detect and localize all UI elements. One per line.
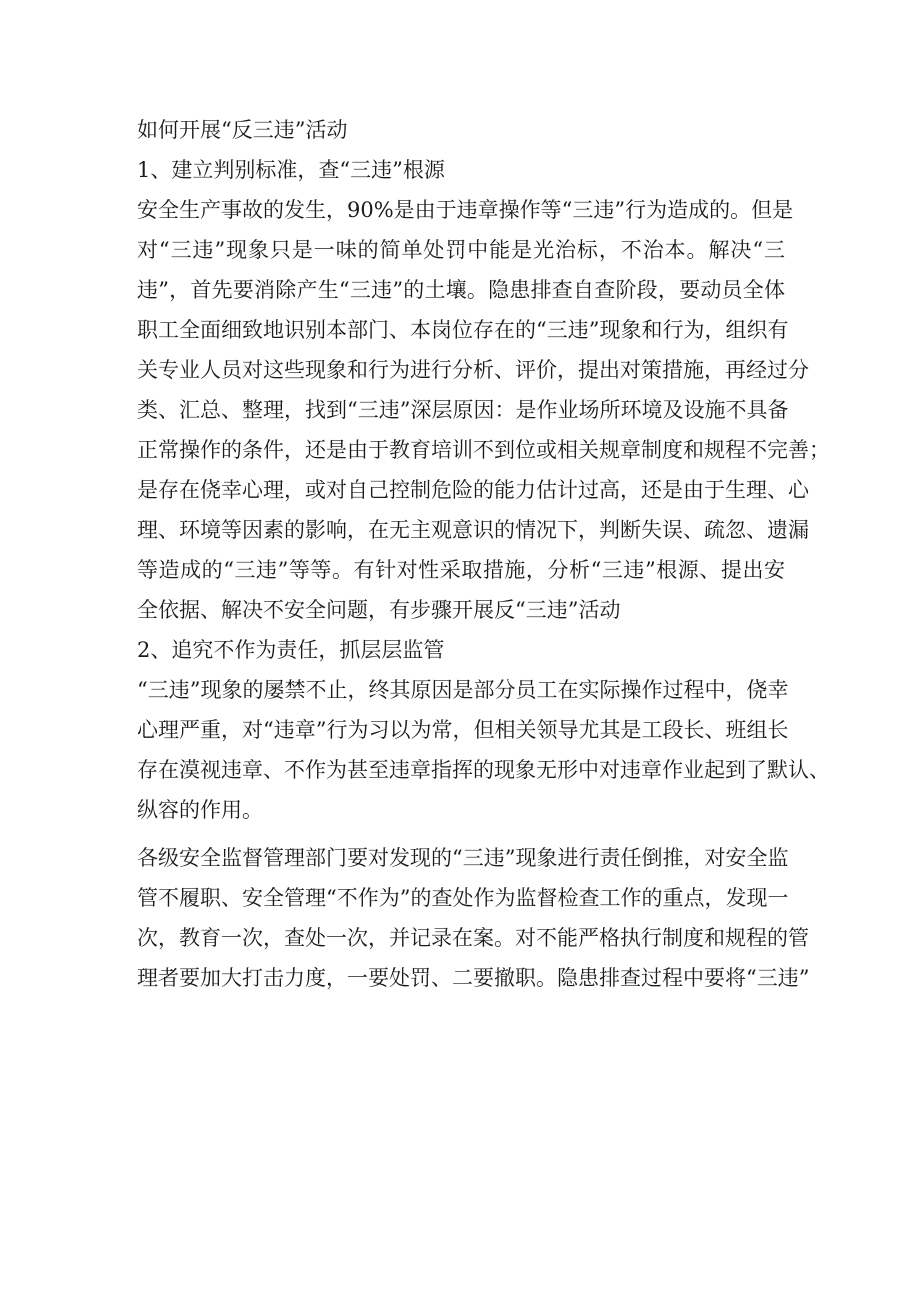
paragraph-line: 各级安全监督管理部门要对发现的“三违”现象进行责任倒推，对安全监: [137, 846, 789, 870]
paragraph-line: 安全生产事故的发生，90%是由于违章操作等“三违”行为造成的。但是: [137, 198, 794, 222]
section-2-paragraph-1: [137, 670, 830, 830]
document-body: [137, 110, 830, 998]
document-title: 如何开展“反三违”活动: [137, 118, 348, 142]
section-2-paragraph-2: [137, 838, 810, 998]
paragraph-line: 全依据、解决不安全问题，有步骤开展反“三违”活动: [137, 598, 621, 622]
paragraph-line: 类、汇总、整理，找到“三违”深层原因：是作业场所环境及设施不具备: [137, 398, 789, 422]
paragraph-line: 理、环境等因素的影响，在无主观意识的情况下，判断失误、疏忽、遗漏: [137, 518, 809, 542]
paragraph-line: 次，教育一次，查处一次，并记录在案。对不能严格执行制度和规程的管: [137, 926, 809, 950]
paragraph-line: 心理严重，对“违章”行为习以为常，但相关领导尤其是工段长、班组长: [137, 718, 789, 742]
paragraph-line: 纵容的作用。: [137, 798, 263, 822]
paragraph-line: “三违”现象的屡禁不止，终其原因是部分员工在实际操作过程中，侥幸: [137, 678, 789, 702]
paragraph-gap: [137, 830, 785, 838]
paragraph-line: 职工全面细致地识别本部门、本岗位存在的“三违”现象和行为，组织有: [137, 318, 789, 342]
section-2-heading: 2、追究不作为责任，抓层层监管: [137, 638, 445, 662]
section-1-heading: 1、建立判别标准，查“三违”根源: [137, 158, 445, 182]
paragraph-line: 是存在侥幸心理，或对自己控制危险的能力估计过高，还是由于生理、心: [137, 478, 809, 502]
paragraph-line: 管不履职、安全管理“不作为”的查处作为监督检查工作的重点，发现一: [137, 886, 789, 910]
paragraph-line: 违”，首先要消除产生“三违”的土壤。隐患排查自查阶段，要动员全体: [137, 278, 785, 302]
paragraph-line: 理者要加大打击力度，一要处罚、二要撤职。隐患排查过程中要将“三违”: [137, 966, 810, 990]
paragraph-line: 关专业人员对这些现象和行为进行分析、评价，提出对策措施，再经过分: [137, 358, 809, 382]
paragraph-line: 等造成的“三违”等等。有针对性采取措施，分析“三违”根源、提出安: [137, 558, 785, 582]
section-1-paragraph: [137, 190, 830, 630]
paragraph-line: 存在漠视违章、不作为甚至违章指挥的现象无形中对违章作业起到了默认、: [137, 758, 830, 782]
paragraph-line: 正常操作的条件，还是由于教育培训不到位或相关规章制度和规程不完善；: [137, 438, 830, 462]
paragraph-line: 对“三违”现象只是一味的简单处罚中能是光治标，不治本。解决“三: [137, 238, 785, 262]
